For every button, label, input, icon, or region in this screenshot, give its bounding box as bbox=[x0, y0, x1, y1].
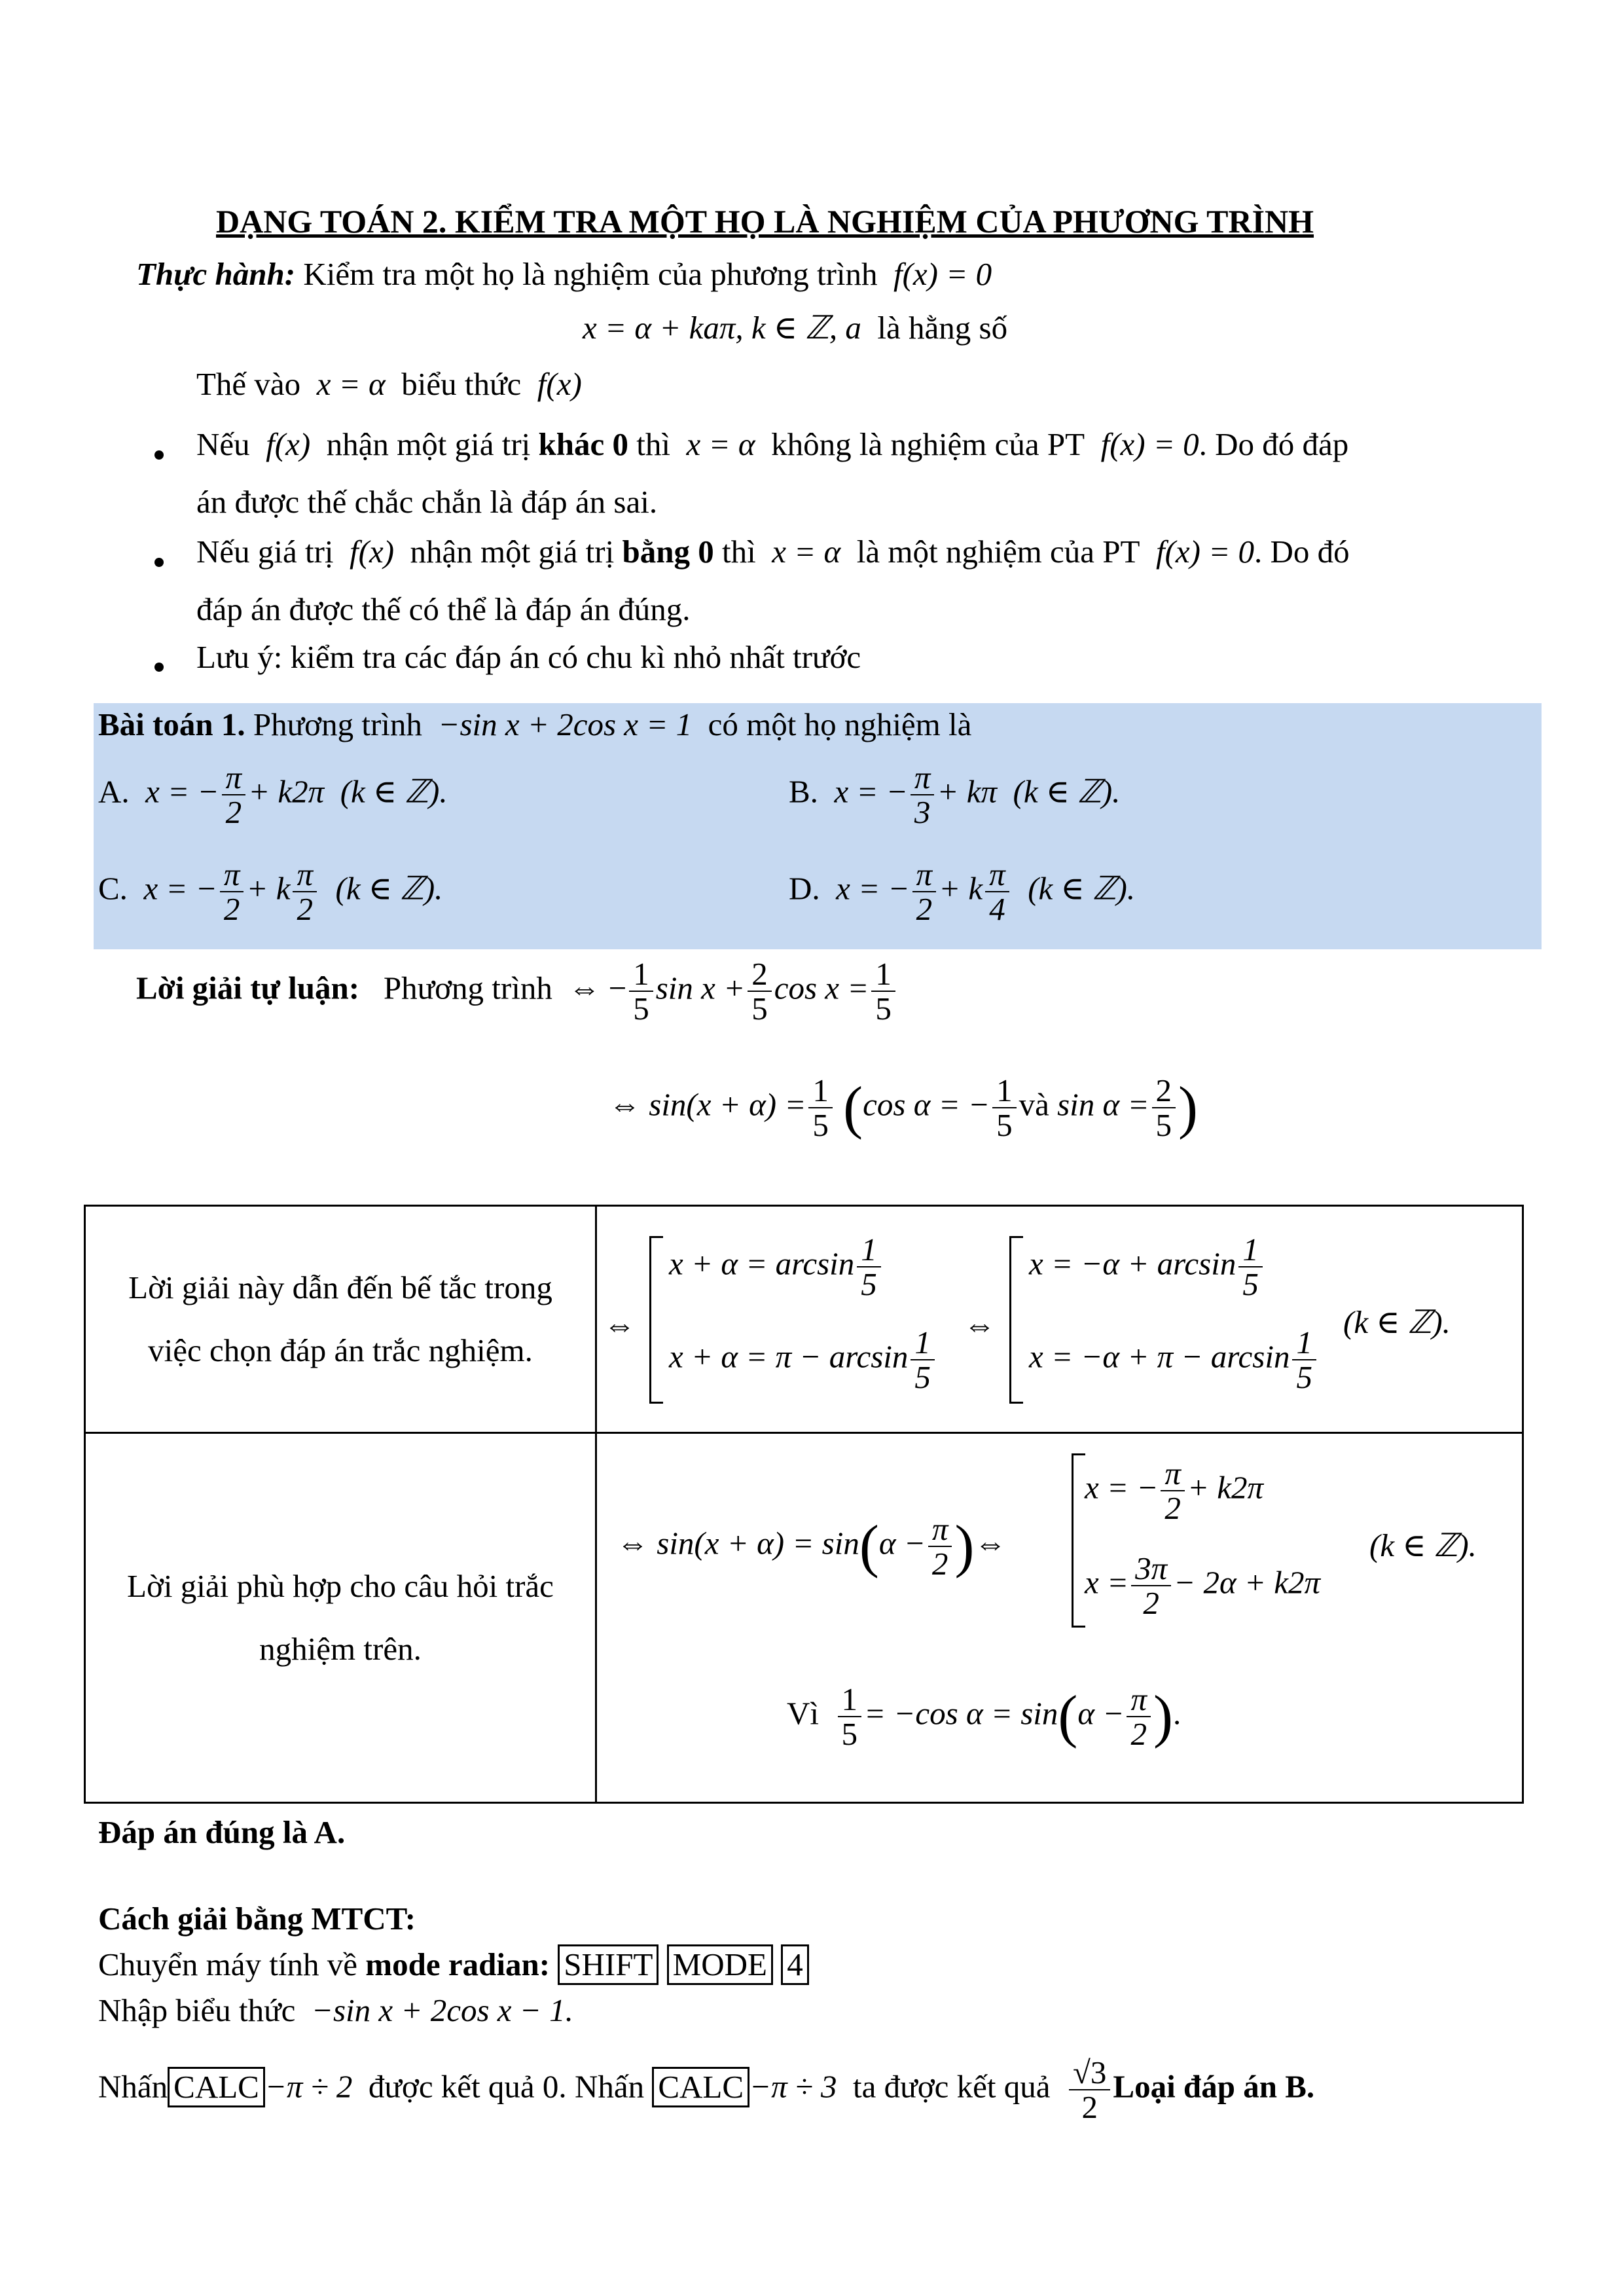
solution-line2: ⇔ sin(x + α) = $\frac{1}{5}$ (cos α = − $\frac{1}{5}$ và sin α = $\frac{2}{5}$ ) bbox=[609, 1072, 1199, 1144]
table-row1-right: ⇔ x + α = arcsin $\frac{1}{5}$ x + α = π − arcsin $\frac{1}{5}$ ⇔ x = −α + arcsin $\frac{1}{5}$ x = −α + π − arcsin $\frac{1}{5}$ (k ∈ ℤ). bbox=[596, 1206, 1523, 1433]
solution-line1: Lời giải tự luận: Phương trình ⇔ − $\frac{1}{5}$ sin x + $\frac{2}{5}$ cos x = $\frac{1}{5}$ bbox=[136, 957, 898, 1026]
option-b[interactable]: B. x = − $\frac{\pi}{3}$ + kπ (k ∈ ℤ). bbox=[789, 759, 1121, 831]
family-formula: x = α + kaπ, k ∈ ℤ, a bbox=[583, 310, 861, 346]
calc-key: CALC bbox=[652, 2067, 749, 2107]
substitute-expr: x = α bbox=[316, 366, 386, 402]
substitute-line bbox=[196, 365, 582, 404]
page-heading: DẠNG TOÁN 2. KIỂM TRA MỘT HỌ LÀ NGHIỆM CỦA PHƯƠNG TRÌNH bbox=[216, 203, 1314, 240]
mode-key: MODE bbox=[667, 1944, 773, 1985]
calc-line3: Nhấn CALC −π ÷ 2 được kết quả 0. Nhấn CALC −π ÷ 3 ta được kết quả $\frac{√3}{2}$ Loại đáp án B. bbox=[98, 2054, 1315, 2126]
calc-key: CALC bbox=[168, 2067, 265, 2107]
four-key: 4 bbox=[781, 1944, 809, 1985]
calc-heading: Cách giải bằng MTCT: bbox=[98, 1901, 416, 1937]
bullet-2-line1: Nếu giá trị f(x) nhận một giá trị bằng 0 thì x = α là một nghiệm của PT f(x) = 0. Do đó bbox=[196, 534, 1350, 570]
family-line bbox=[583, 309, 1007, 348]
problem-statement: Bài toán 1. Phương trình −sin x + 2cos x = 1 có một họ nghiệm là bbox=[98, 706, 972, 742]
practice-text: Kiểm tra một họ là nghiệm của phương trình bbox=[303, 256, 878, 292]
table-row1-left: Lời giải này dẫn đến bế tắc trong việc chọn đáp án trắc nghiệm. bbox=[85, 1206, 596, 1433]
calc-line2: Nhập biểu thức −sin x + 2cos x − 1. bbox=[98, 1992, 573, 2028]
option-d[interactable]: D. x = − $\frac{\pi}{2}$ + k $\frac{\pi}{4}$ (k ∈ ℤ). bbox=[789, 856, 1136, 928]
shift-key: SHIFT bbox=[558, 1944, 659, 1985]
family-note: là hằng số bbox=[877, 310, 1008, 346]
bullet-dot bbox=[154, 663, 164, 672]
correct-answer: Đáp án đúng là A. bbox=[98, 1814, 346, 1850]
calc-line1: Chuyển máy tính về mode radian: SHIFT MODE 4 bbox=[98, 1944, 809, 1985]
bullet-dot bbox=[154, 450, 164, 460]
substitute-text2: biểu thức bbox=[401, 366, 522, 402]
bullet-1-line2: án được thế chắc chắn là đáp án sai. bbox=[196, 484, 658, 520]
table-row2-right: ⇔ sin(x + α) = sin(α − $\frac{\pi}{2}$ )⇔ x = − $\frac{\pi}{2}$ + k2π x = $\frac{3\pi}{2}$ − 2α + k2π (k ∈ ℤ). Vì $\frac{1}{5}$ = −cos α = sin(α − $\frac{\pi}{2}$ ). bbox=[596, 1433, 1523, 1803]
substitute-text: Thế vào bbox=[196, 366, 301, 402]
solution-table bbox=[84, 1205, 1524, 1804]
substitute-fx: f(x) bbox=[537, 366, 582, 402]
bullet-3: Lưu ý: kiểm tra các đáp án có chu kì nhỏ nhất trước bbox=[196, 639, 861, 675]
practice-equation: f(x) = 0 bbox=[893, 256, 992, 292]
bullet-dot bbox=[154, 558, 164, 567]
option-a[interactable]: A. x = − $\frac{\pi}{2}$ + k2π (k ∈ ℤ). bbox=[98, 759, 448, 831]
practice-label: Thực hành: bbox=[136, 256, 296, 292]
table-row2-left: Lời giải phù hợp cho câu hỏi trắc nghiệm trên. bbox=[85, 1433, 596, 1803]
bullet-1-line1: Nếu f(x) nhận một giá trị khác 0 thì x = α không là nghiệm của PT f(x) = 0. Do đó đáp bbox=[196, 426, 1349, 462]
bullet-2-line2: đáp án được thế có thể là đáp án đúng. bbox=[196, 591, 691, 627]
option-c[interactable]: C. x = − $\frac{\pi}{2}$ + k $\frac{\pi}{2}$ (k ∈ ℤ). bbox=[98, 856, 443, 928]
practice-line bbox=[136, 255, 992, 294]
